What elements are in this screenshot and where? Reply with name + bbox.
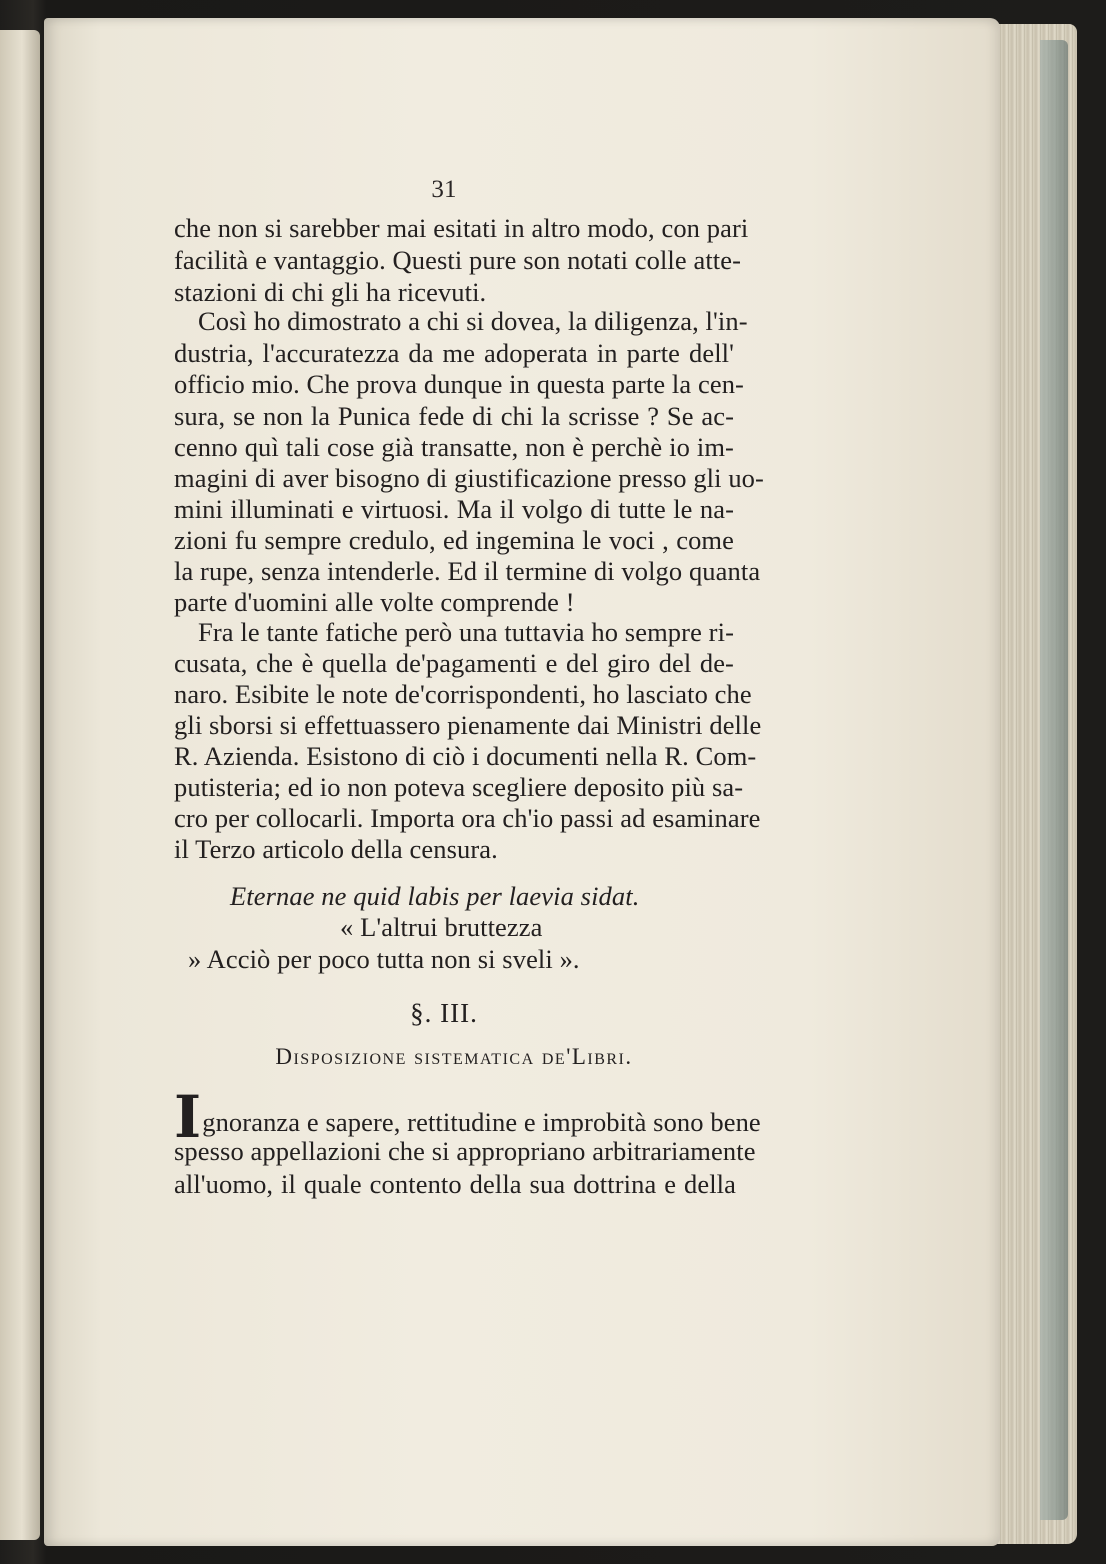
text-line: naro. Esibite le note de'corrispondenti, ho lasciato che — [174, 679, 752, 709]
text-line: che non si sarebber mai esitati in altro modo, con pari — [174, 213, 749, 243]
book-page — [44, 18, 1000, 1546]
page-number: 31 — [431, 176, 457, 203]
text-line: gli sborsi si effettuassero pienamente dai Ministri delle — [174, 710, 762, 740]
text-line: spesso appellazioni che si appropriano arbitrariamente — [174, 1136, 756, 1166]
text-line: cusata, che è quella de'pagamenti e del giro del de- — [174, 648, 734, 678]
text-line-rest: gnoranza e sapere, rettitudine e improbità sono bene — [202, 1107, 761, 1137]
text-line: il Terzo articolo della censura. — [174, 834, 498, 864]
text-line: Fra le tante fatiche però una tuttavia ho sempre ri- — [198, 617, 734, 647]
text-line: all'uomo, il quale contento della sua dottrina e della — [174, 1169, 736, 1199]
italian-quote-line-2: » Acciò per poco tutta non si sveli ». — [188, 944, 580, 974]
text-line: R. Azienda. Esistono di ciò i documenti nella R. Com- — [174, 741, 757, 771]
italian-quote-line-1: « L'altrui bruttezza — [340, 912, 543, 942]
text-line: mini illuminati e virtuosi. Ma il volgo di tutte le na- — [174, 494, 734, 524]
text-line: putisteria; ed io non poteva scegliere deposito più sa- — [174, 772, 744, 802]
text-line: officio mio. Che prova dunque in questa parte la cen- — [174, 369, 744, 399]
text-line: Così ho dimostrato a chi si dovea, la diligenza, l'in- — [198, 306, 748, 336]
latin-quote: Eternae ne quid labis per laevia sidat. — [230, 881, 640, 911]
text-line: dustria, l'accuratezza da me adoperata in parte dell' — [174, 338, 734, 368]
text-line: magini di aver bisogno di giustificazione presso gli uo- — [174, 463, 764, 493]
section-title: Disposizione sistematica de'Libri. — [275, 1044, 633, 1069]
text-line: cenno quì tali cose già transatte, non è perchè io im- — [174, 432, 734, 462]
text-line: sura, se non la Punica fede di chi la scrisse ? Se ac- — [174, 401, 734, 431]
text-line: facilità e vantaggio. Questi pure son notati colle atte- — [174, 245, 742, 275]
text-line: zioni fu sempre credulo, ed ingemina le voci , come — [174, 525, 734, 555]
text-line: stazioni di chi gli ha ricevuti. — [174, 277, 487, 307]
book-edge-coloring — [1040, 40, 1068, 1520]
drop-cap: I — [174, 1083, 202, 1151]
section-number: §. III. — [410, 998, 478, 1028]
text-line: cro per collocarli. Importa ora ch'io passi ad esaminare — [174, 803, 761, 833]
text-line: la rupe, senza intenderle. Ed il termine di volgo quanta — [174, 556, 761, 586]
previous-page-edge — [0, 30, 40, 1540]
text-line: parte d'uomini alle volte comprende ! — [174, 587, 575, 617]
